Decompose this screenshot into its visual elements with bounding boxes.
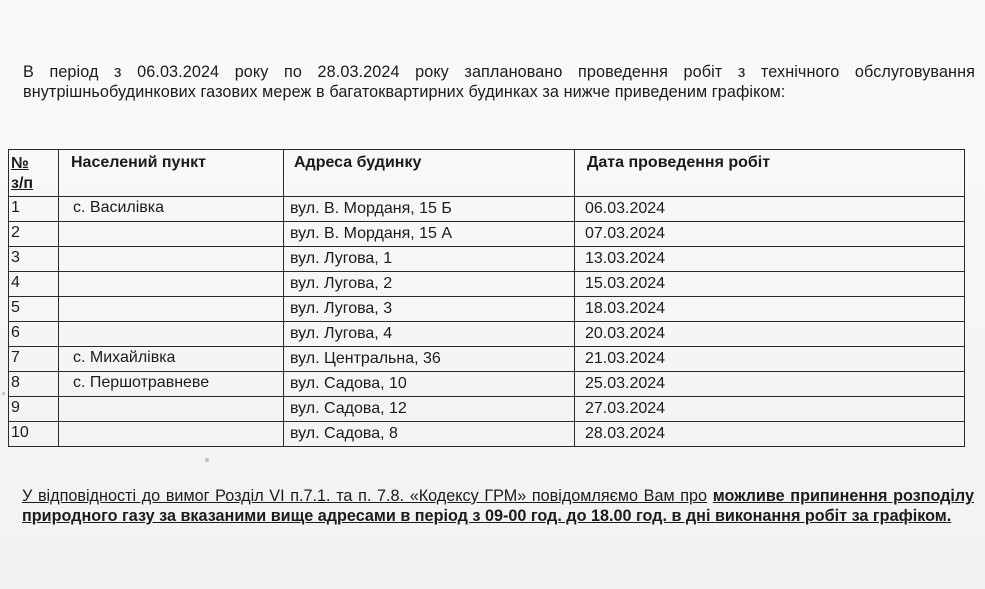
table-row	[9, 322, 965, 347]
row-number-cell: 8	[9, 372, 59, 397]
row-date-cell: 13.03.2024	[575, 247, 965, 272]
row-settlement-cell	[59, 322, 284, 347]
row-number-cell: 1	[9, 197, 59, 222]
row-date-cell: 28.03.2024	[575, 422, 965, 447]
row-number-cell: 6	[9, 322, 59, 347]
table-row	[9, 222, 965, 247]
header-address: Адреса будинку	[284, 150, 575, 197]
row-date-cell: 27.03.2024	[575, 397, 965, 422]
paper-speck	[205, 458, 209, 462]
footer-paragraph	[22, 486, 974, 526]
row-number-cell: 2	[9, 222, 59, 247]
row-settlement-cell	[59, 272, 284, 297]
row-settlement-cell	[59, 397, 284, 422]
table-header-row	[9, 150, 965, 197]
schedule-table	[8, 149, 965, 447]
header-date: Дата проведення робіт	[575, 150, 965, 197]
header-settlement: Населений пункт	[59, 150, 284, 197]
row-address-cell: вул. Лугова, 3	[284, 297, 575, 322]
footer-warning-text: можливе припинення розподілу природного газу за вказаними вище адресами в період з 09-00 год. до 18.00 год. в дні виконання робіт за графіком.	[22, 487, 974, 525]
table-row	[9, 347, 965, 372]
row-date-cell: 25.03.2024	[575, 372, 965, 397]
row-address-cell: вул. В. Морданя, 15 А	[284, 222, 575, 247]
row-number-cell: 3	[9, 247, 59, 272]
row-date-cell: 06.03.2024	[575, 197, 965, 222]
intro-paragraph: В період з 06.03.2024 року по 28.03.2024 року заплановано проведення робіт з технічного обслуговування внутрішньобудинкових газових мереж в багатоквартирних будинках за нижче приведеним графіком:	[23, 63, 975, 101]
row-settlement-cell: с. Першотравневе	[59, 372, 284, 397]
row-date-cell: 20.03.2024	[575, 322, 965, 347]
row-address-cell: вул. Садова, 8	[284, 422, 575, 447]
table-row	[9, 247, 965, 272]
row-number-cell: 7	[9, 347, 59, 372]
table-row	[9, 372, 965, 397]
row-address-cell: вул. Лугова, 4	[284, 322, 575, 347]
table-row	[9, 422, 965, 447]
header-number-line1: №	[11, 155, 29, 172]
paper-speck	[2, 392, 5, 395]
header-number	[9, 150, 59, 197]
row-address-cell: вул. В. Морданя, 15 Б	[284, 197, 575, 222]
row-address-cell: вул. Садова, 10	[284, 372, 575, 397]
table-row	[9, 397, 965, 422]
row-number-cell: 10	[9, 422, 59, 447]
table-row	[9, 297, 965, 322]
row-address-cell: вул. Садова, 12	[284, 397, 575, 422]
row-settlement-cell: с. Михайлівка	[59, 347, 284, 372]
row-date-cell: 15.03.2024	[575, 272, 965, 297]
row-settlement-cell	[59, 222, 284, 247]
row-date-cell: 07.03.2024	[575, 222, 965, 247]
row-address-cell: вул. Лугова, 2	[284, 272, 575, 297]
row-settlement-cell	[59, 247, 284, 272]
table-row	[9, 197, 965, 222]
row-address-cell: вул. Центральна, 36	[284, 347, 575, 372]
row-number-cell: 5	[9, 297, 59, 322]
footer-notice-text: У відповідності до вимог Розділ VІ п.7.1. та п. 7.8. «Кодексу ГРМ» повідомляємо Вам про	[22, 487, 708, 505]
row-date-cell: 21.03.2024	[575, 347, 965, 372]
row-settlement-cell	[59, 297, 284, 322]
header-number-line2: з/п	[11, 175, 34, 192]
row-date-cell: 18.03.2024	[575, 297, 965, 322]
row-settlement-cell	[59, 422, 284, 447]
row-address-cell: вул. Лугова, 1	[284, 247, 575, 272]
row-settlement-cell: с. Василівка	[59, 197, 284, 222]
row-number-cell: 9	[9, 397, 59, 422]
row-number-cell: 4	[9, 272, 59, 297]
table-row	[9, 272, 965, 297]
